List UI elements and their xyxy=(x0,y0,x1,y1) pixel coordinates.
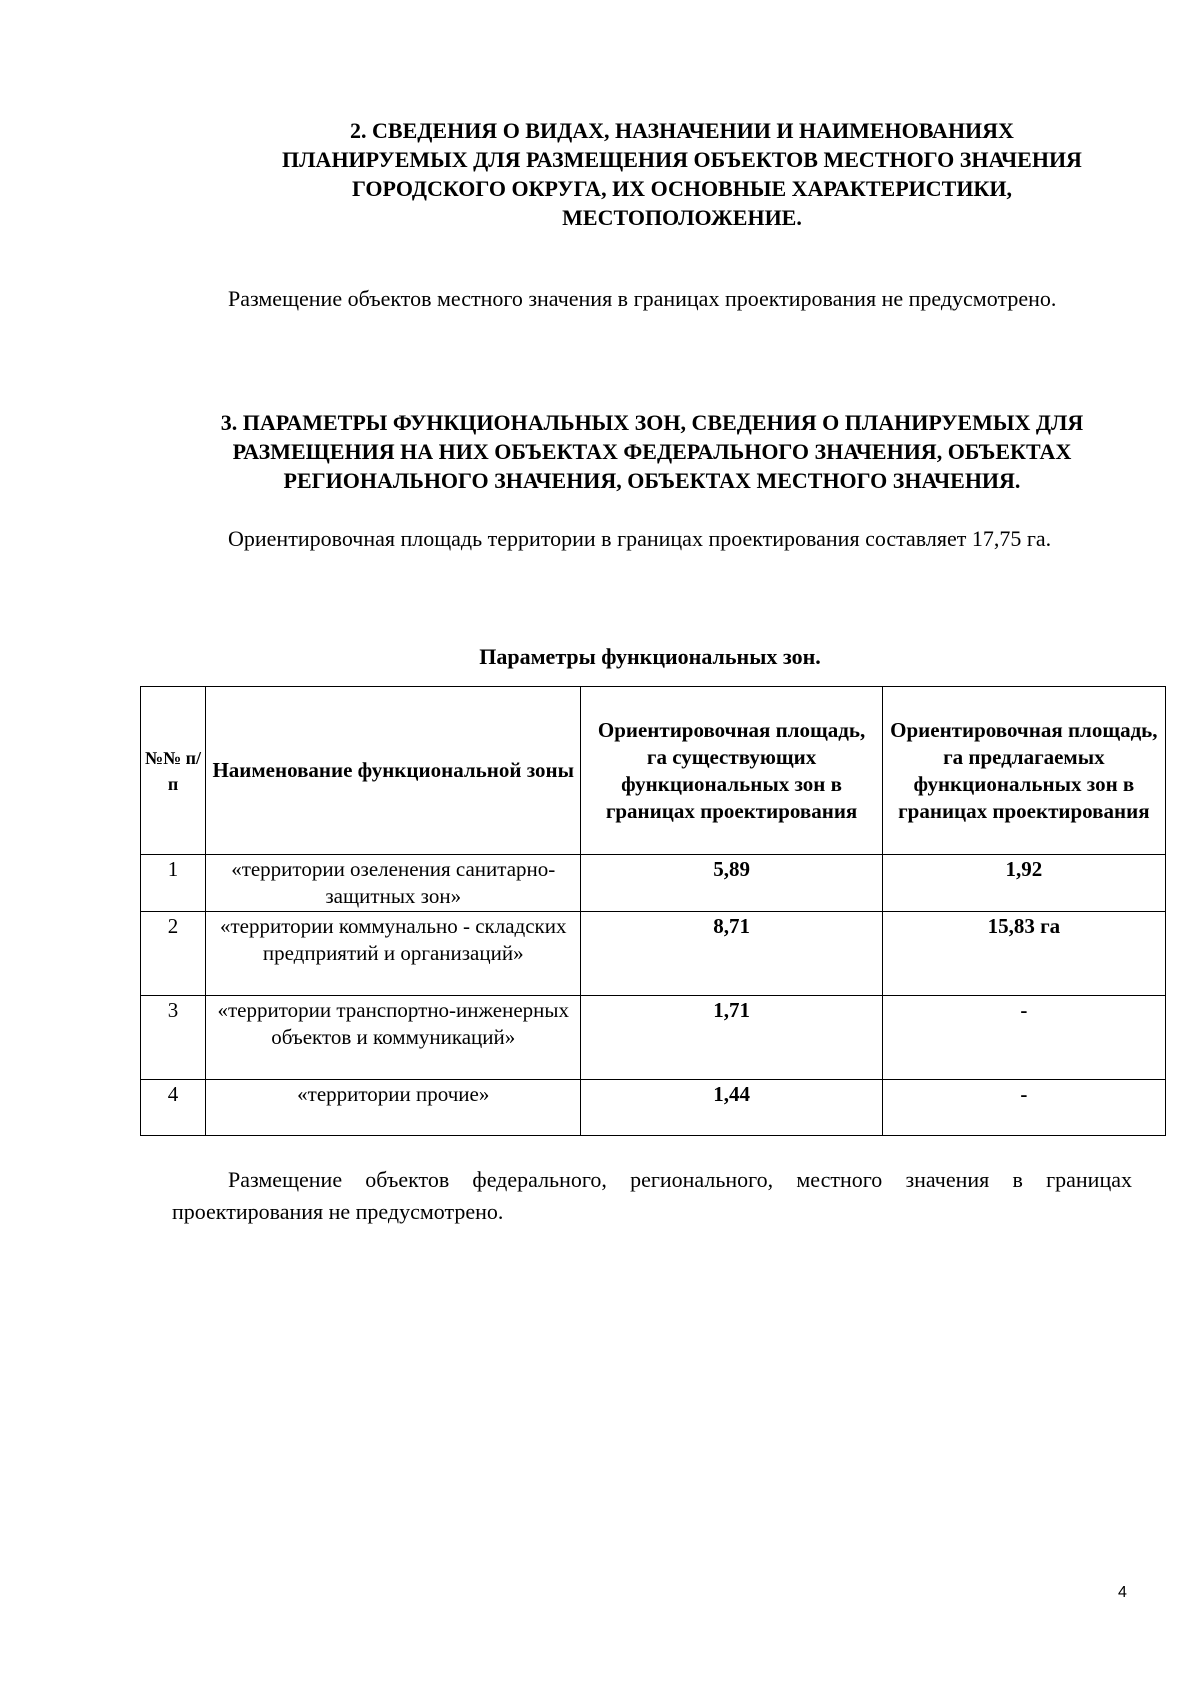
closing-body xyxy=(172,1164,1132,1228)
heading-line: 2. СВЕДЕНИЯ О ВИДАХ, НАЗНАЧЕНИИ И НАИМЕНОВАНИЯХ xyxy=(350,118,1014,143)
cell-num: 3 xyxy=(141,996,206,1080)
cell-existing: 1,71 xyxy=(581,996,882,1080)
functional-zones-table xyxy=(140,686,1166,1136)
cell-name: «территории прочие» xyxy=(206,1080,581,1136)
cell-num: 4 xyxy=(141,1080,206,1136)
section-2-paragraph: Размещение объектов местного значения в границах проектирования не предусмотрено. xyxy=(228,286,1057,311)
header-proposed-area: Ориентировочная площадь, га предлагаемых функциональных зон в границах проектирования xyxy=(882,687,1165,855)
header-name: Наименование функциональной зоны xyxy=(206,687,581,855)
table-row xyxy=(141,855,1166,912)
table-row xyxy=(141,996,1166,1080)
heading-line: РЕГИОНАЛЬНОГО ЗНАЧЕНИЯ, ОБЪЕКТАХ МЕСТНОГО ЗНАЧЕНИЯ. xyxy=(283,468,1021,493)
heading-line: РАЗМЕЩЕНИЯ НА НИХ ОБЪЕКТАХ ФЕДЕРАЛЬНОГО ЗНАЧЕНИЯ, ОБЪЕКТАХ xyxy=(232,439,1072,464)
cell-proposed: 15,83 га xyxy=(882,912,1165,996)
section-3-body xyxy=(172,518,1132,559)
section-2-body xyxy=(172,278,1132,319)
heading-line: ГОРОДСКОГО ОКРУГА, ИХ ОСНОВНЫЕ ХАРАКТЕРИСТИКИ, xyxy=(351,176,1012,201)
cell-existing: 5,89 xyxy=(581,855,882,912)
section-3-paragraph: Ориентировочная площадь территории в границах проектирования составляет 17,75 га. xyxy=(228,526,1052,551)
header-existing-area: Ориентировочная площадь, га существующих функциональных зон в границах проектирования xyxy=(581,687,882,855)
cell-name: «территории озеленения санитарно-защитных зон» xyxy=(206,855,581,912)
header-num: №№ п/п xyxy=(141,687,206,855)
table-row xyxy=(141,912,1166,996)
cell-name: «территории коммунально - складских предприятий и организаций» xyxy=(206,912,581,996)
section-3-heading xyxy=(172,408,1132,495)
cell-num: 1 xyxy=(141,855,206,912)
cell-num: 2 xyxy=(141,912,206,996)
cell-existing: 1,44 xyxy=(581,1080,882,1136)
cell-proposed: - xyxy=(882,996,1165,1080)
heading-line: 3. ПАРАМЕТРЫ ФУНКЦИОНАЛЬНЫХ ЗОН, СВЕДЕНИЯ О ПЛАНИРУЕМЫХ ДЛЯ xyxy=(220,410,1084,435)
heading-line: МЕСТОПОЛОЖЕНИЕ. xyxy=(562,205,802,230)
section-2-heading xyxy=(222,116,1142,232)
table-row xyxy=(141,1080,1166,1136)
cell-proposed: - xyxy=(882,1080,1165,1136)
table-caption: Параметры функциональных зон. xyxy=(479,644,821,669)
cell-existing: 8,71 xyxy=(581,912,882,996)
closing-paragraph: Размещение объектов федерального, регионального, местного значения в границах проектирования не предусмотрено. xyxy=(172,1167,1132,1224)
heading-line: ПЛАНИРУЕМЫХ ДЛЯ РАЗМЕЩЕНИЯ ОБЪЕКТОВ МЕСТНОГО ЗНАЧЕНИЯ xyxy=(282,147,1082,172)
cell-proposed: 1,92 xyxy=(882,855,1165,912)
table-header-row xyxy=(141,687,1166,855)
page-number: 4 xyxy=(1118,1584,1127,1601)
cell-name: «территории транспортно-инженерных объектов и коммуникаций» xyxy=(206,996,581,1080)
